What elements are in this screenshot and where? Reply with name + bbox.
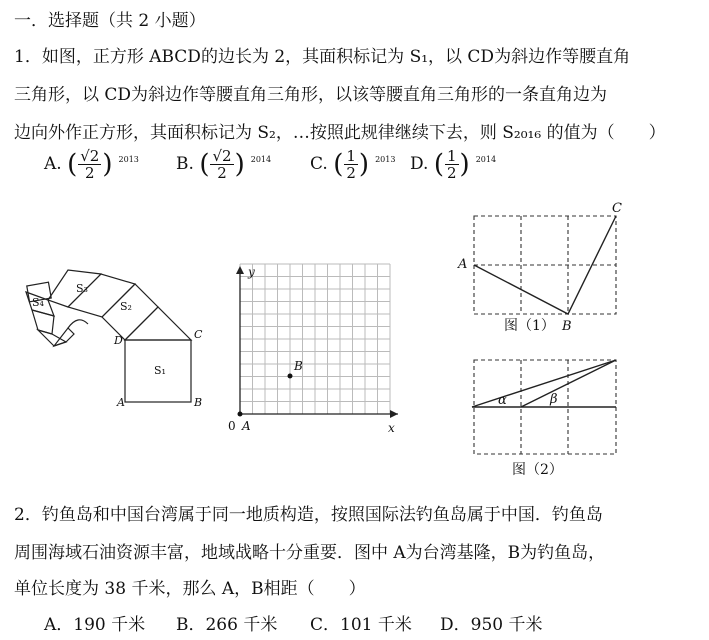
q2-option-b[interactable]: B．266 千米 bbox=[176, 615, 278, 635]
option-label: B. bbox=[176, 154, 194, 174]
q2-option-a[interactable]: A．190 千米 bbox=[44, 615, 146, 635]
q2-text-line1: 2．钓鱼岛和中国台湾属于同一地质构造，按照国际法钓鱼岛属于中国．钓鱼岛 bbox=[14, 505, 603, 525]
option-numerator: √2 bbox=[212, 147, 232, 165]
figure-two bbox=[454, 354, 630, 480]
option-exponent: 2014 bbox=[250, 155, 272, 165]
label-s4: S₄ bbox=[32, 296, 44, 309]
label-alpha: α bbox=[498, 393, 507, 408]
option-label: C. bbox=[310, 154, 328, 174]
point-b-label: B bbox=[294, 359, 303, 373]
square-s4-outer bbox=[48, 270, 101, 307]
option-numerator: √2 bbox=[80, 147, 100, 165]
q2-option-c[interactable]: C．101 千米 bbox=[310, 615, 412, 635]
label-beta: β bbox=[550, 392, 558, 407]
q1-option-c[interactable]: C. ( $\frac{1}{2}$ ) $^{2013}$ bbox=[310, 147, 396, 182]
axis-y-label: y bbox=[248, 265, 255, 279]
option-numerator: 1 bbox=[346, 147, 356, 165]
option-denominator: 2 bbox=[85, 164, 95, 182]
q2-option-d[interactable]: D．950 千米 bbox=[440, 615, 543, 635]
option-label: A. bbox=[44, 154, 62, 174]
option-exponent: 2013 bbox=[375, 155, 396, 165]
option-exponent: 2013 bbox=[118, 155, 139, 165]
caption: 图（2） bbox=[512, 462, 563, 478]
q2-text-line2: 周围海域石油资源丰富，地域战略十分重要．图中 A为台湾基隆，B为钓鱼岛， bbox=[14, 543, 606, 563]
q1-option-d[interactable]: D. ( $\frac{1}{2}$ ) $^{2014}$ bbox=[410, 147, 497, 182]
point-a-label: A bbox=[242, 419, 251, 433]
axis-x-label: x bbox=[388, 421, 395, 435]
origin-label: 0 bbox=[228, 419, 236, 433]
triangle-1 bbox=[125, 307, 191, 340]
figure-one bbox=[454, 198, 630, 340]
spiral-squares-figure bbox=[14, 262, 214, 412]
caption: 图（1） bbox=[504, 318, 555, 334]
q1-option-a[interactable]: A. ( $\frac{√2}{2}$ ) $^{2013}$ bbox=[44, 147, 139, 182]
q1-text-line2: 三角形，以 CD为斜边作等腰直角三角形，以该等腰直角三角形的一条直角边为 bbox=[14, 85, 608, 105]
point-a bbox=[238, 412, 243, 417]
option-label: D. bbox=[410, 154, 429, 174]
option-numerator: 1 bbox=[447, 147, 457, 165]
option-denominator: 2 bbox=[217, 164, 227, 182]
coordinate-grid-figure bbox=[222, 262, 404, 438]
line-alpha bbox=[472, 360, 616, 407]
label-c: C bbox=[194, 328, 203, 341]
label-b: B bbox=[562, 319, 572, 334]
q1-text-line3: 边向外作正方形，其面积标记为 S₂，…按照此规律继续下去，则 S₂₀₁₆ 的值为（ ） bbox=[14, 123, 666, 143]
label-s2: S₂ bbox=[120, 300, 132, 313]
label-s3: S₃ bbox=[76, 282, 88, 295]
point-b bbox=[288, 374, 293, 379]
option-denominator: 2 bbox=[346, 164, 356, 182]
q1-option-b[interactable]: B. ( $\frac{√2}{2}$ ) $^{2014}$ bbox=[176, 147, 272, 182]
label-c: C bbox=[612, 201, 622, 216]
label-s1: S₁ bbox=[154, 364, 166, 377]
option-exponent: 2014 bbox=[475, 155, 497, 165]
label-d: D bbox=[114, 334, 123, 347]
label-a: A bbox=[458, 257, 468, 272]
section-title: 一．选择题（共 2 小题） bbox=[14, 11, 206, 31]
option-denominator: 2 bbox=[447, 164, 457, 182]
label-b: B bbox=[194, 396, 203, 409]
q1-text-line1: 1．如图，正方形 ABCD的边长为 2，其面积标记为 S₁，以 CD为斜边作等腰直角 bbox=[14, 47, 631, 67]
label-a: A bbox=[117, 396, 125, 409]
q2-text-line3: 单位长度为 38 千米，那么 A，B相距（ ） bbox=[14, 579, 366, 599]
